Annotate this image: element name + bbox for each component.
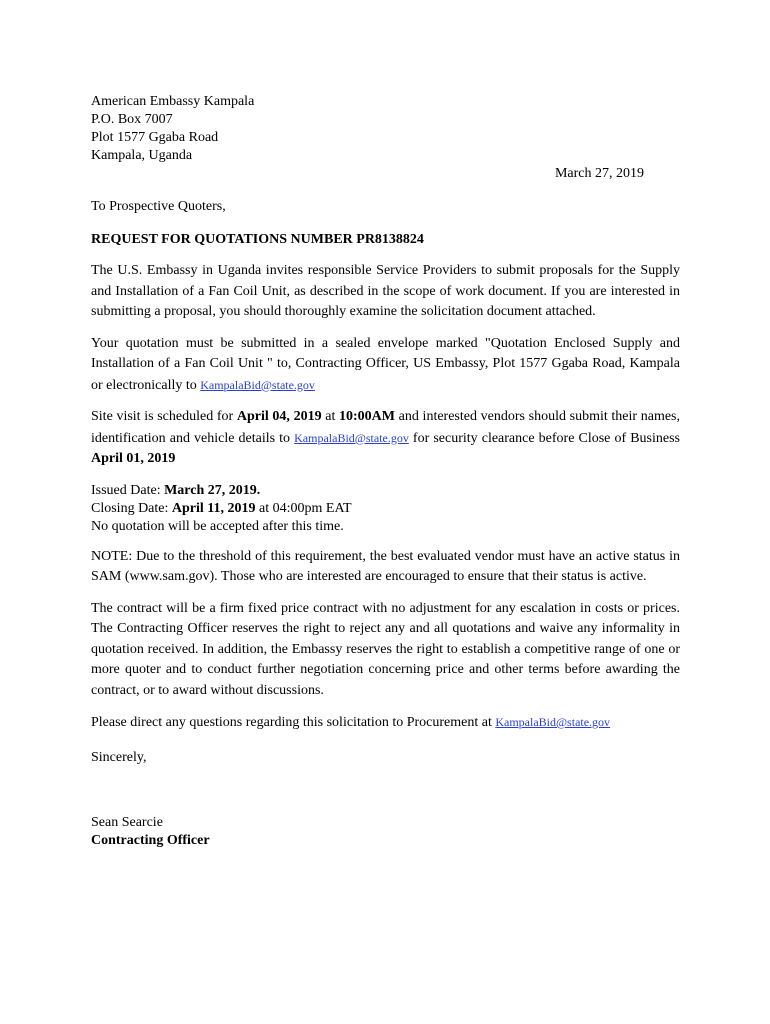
paragraph-contract-terms: The contract will be a firm fixed price contract with no adjustment for any escalation in costs or prices. The Contracting Officer reserves the right to reject any and all quotations and waive any informality in quotation received. In addition, the Embassy reserves the right to establish a competitive range of one or more quoter and to conduct further negotiation concerning price and other terms before awarding the contract, or to award without discussions. <box>91 600 680 698</box>
email-link-questions[interactable]: KampalaBid@state.gov <box>495 715 611 729</box>
closing-date-line <box>91 500 680 518</box>
paragraph-site-visit <box>91 407 680 470</box>
closing-time: at 04:00pm EAT <box>255 500 352 516</box>
site-visit-text-4: for security clearance before Close of Business <box>408 430 680 446</box>
sender-line-3: Plot 1577 Ggaba Road <box>91 130 219 145</box>
letter-date: March 27, 2019 <box>554 166 644 181</box>
signatory-title <box>91 832 680 850</box>
site-visit-date: April 04, 2019 <box>236 409 322 424</box>
site-visit-text-1: Site visit is scheduled for <box>91 409 237 424</box>
paragraph-questions <box>91 712 680 734</box>
issued-date-value: March 27, 2019. <box>164 482 261 498</box>
dates-block <box>91 482 680 536</box>
sender-line-2: P.O. Box 7007 <box>91 112 173 127</box>
paragraph-submission <box>91 334 680 397</box>
site-visit-text-3: and interested vendors should submit their names, identification and vehicle details to <box>91 409 680 446</box>
issued-date-label: Issued Date: <box>91 482 165 498</box>
sender-line-4: Kampala, Uganda <box>91 148 193 163</box>
email-link-site-visit[interactable]: KampalaBid@state.gov <box>294 430 409 445</box>
sender-line-1: American Embassy Kampala <box>91 94 255 109</box>
no-late-quotation-note: No quotation will be accepted after this time. <box>91 518 344 534</box>
site-visit-text-2: at <box>321 409 340 424</box>
greeting: To Prospective Quoters, <box>91 199 226 214</box>
issued-date-line <box>91 482 680 500</box>
signature-block <box>91 814 680 850</box>
subject-heading: REQUEST FOR QUOTATIONS NUMBER PR8138824 <box>91 231 424 247</box>
paragraph-sam-note: NOTE: Due to the threshold of this requirement, the best evaluated vendor must have an active status in SAM (www.sam.gov). Those who are interested are encouraged to ensure that their status is active. <box>91 548 680 584</box>
letter <box>91 93 680 850</box>
questions-text: Please direct any questions regarding this solicitation to Procurement at <box>91 715 496 730</box>
paragraph-intro: The U.S. Embassy in Uganda invites responsible Service Providers to submit proposals for the Supply and Installation of a Fan Coil Unit, as described in the scope of work document. If you are interested in submitting a proposal, you should thoroughly examine the solicitation document attached. <box>91 263 680 319</box>
closing-date-value: April 11, 2019 <box>171 500 256 516</box>
site-visit-time: 10:00AM <box>339 409 396 424</box>
closing-salutation: Sincerely, <box>91 749 147 765</box>
submission-text: Your quotation must be submitted in a sealed envelope marked "Quotation Enclosed Supply and Installation of a Fan Coil Unit " to, Contracting Officer, US Embassy, Plot 1577 Ggaba Road, Kampala or electronically to <box>91 335 680 393</box>
sender-address <box>91 93 680 165</box>
clearance-deadline: April 01, 2019 <box>91 451 176 466</box>
email-link-submission[interactable]: KampalaBid@state.gov <box>200 377 315 392</box>
signatory-name: Sean Searcie <box>91 815 163 830</box>
signature-space <box>91 768 680 814</box>
signatory-title-text: Contracting Officer <box>91 833 210 848</box>
closing-date-label: Closing Date: <box>91 500 172 516</box>
